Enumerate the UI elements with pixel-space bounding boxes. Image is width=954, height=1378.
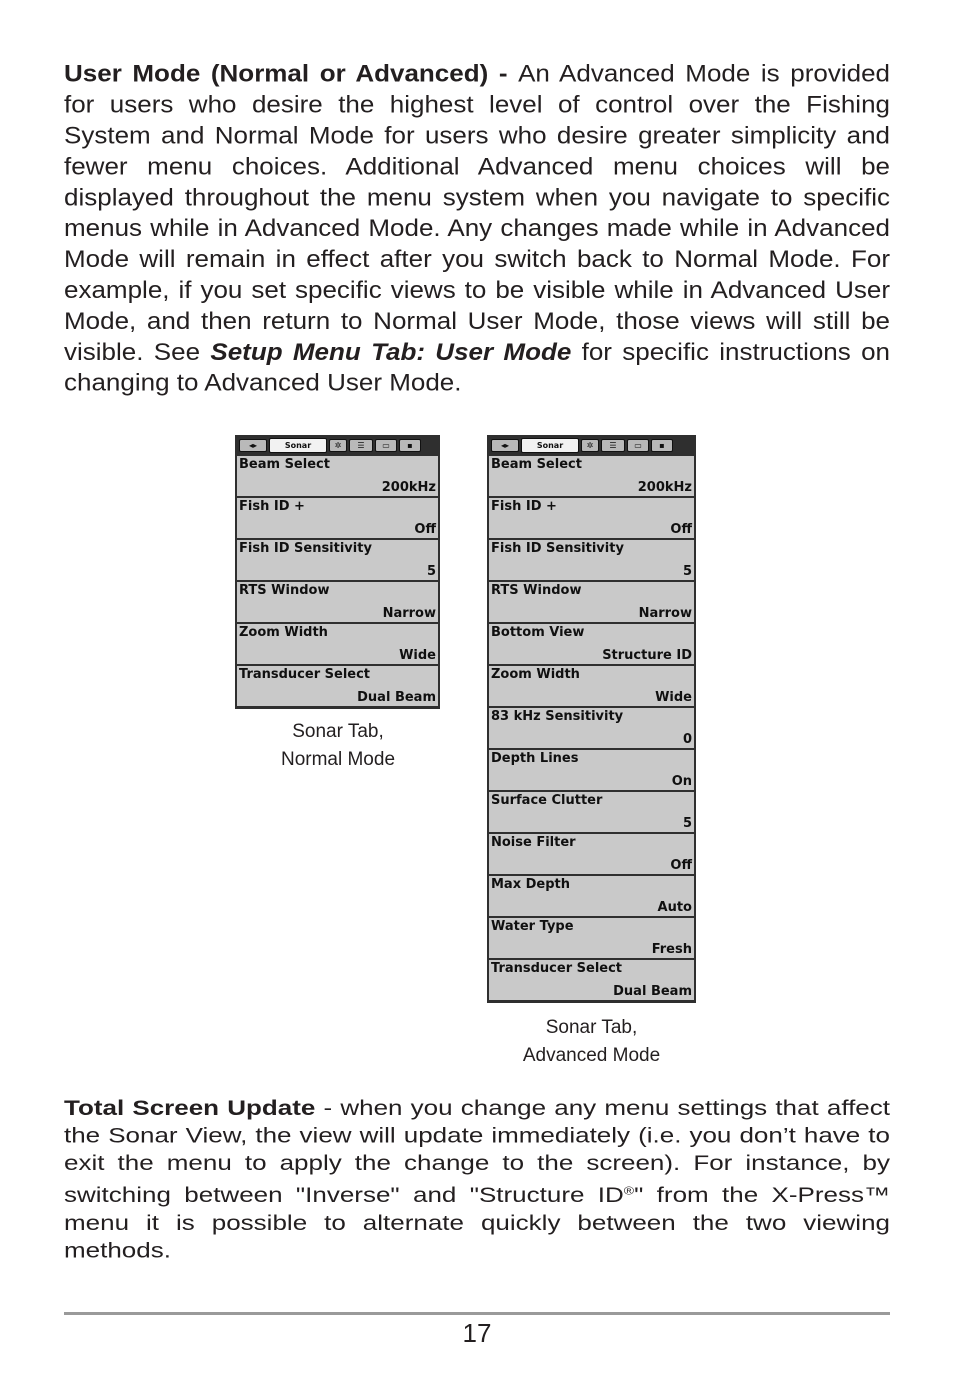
tab-sonar[interactable] [269, 438, 327, 453]
normal-mode-caption [237, 718, 439, 774]
normal-menu-list [237, 454, 438, 706]
registered-mark: ® [623, 1183, 635, 1197]
total-screen-update-heading: Total Screen Update [64, 1095, 316, 1120]
menu-item-label: Bottom View [491, 625, 585, 640]
menu-item-value: Off [670, 858, 692, 873]
normal-caption-line1: Sonar Tab, [292, 721, 384, 742]
menu-item[interactable] [237, 580, 438, 622]
menu-item[interactable] [489, 790, 694, 832]
menu-item[interactable] [489, 580, 694, 622]
xpress-tab-icon[interactable]: ◂▸ [239, 439, 267, 452]
sonar-tab-normal-screen [235, 435, 440, 709]
menu-item-label: Transducer Select [239, 667, 371, 682]
user-mode-paragraph [64, 58, 890, 398]
advanced-menu-list [489, 454, 694, 1000]
user-mode-heading: User Mode (Normal or Advanced) - [64, 59, 519, 88]
menu-item-value: Auto [657, 900, 692, 915]
alarms-tab-icon[interactable]: ☰ [601, 439, 625, 452]
footer-divider [64, 1312, 890, 1315]
menu-item-value: Wide [399, 648, 436, 663]
menu-item[interactable] [237, 496, 438, 538]
setup-tab-icon[interactable]: ✲ [581, 439, 599, 452]
menu-item-value: Off [670, 522, 692, 537]
user-mode-body: An Advanced Mode is provided for users who desire the highest level of control over the Fishing System and Normal Mode for users who desire greater simplicity and fewer menu choices. Additional Advanced menu choices will be displayed throughout the menu system when you navigate to specific menus while in Advanced Mode. Any changes made while in Advanced Mode will remain in effect after you switch back to Normal Mode. For example, if you set specific views to be visible while in Advanced User Mode, and then return to Normal User Mode, those views will still be visible. See [64, 59, 891, 366]
menu-item[interactable] [489, 748, 694, 790]
menu-item-label: Fish ID + [491, 499, 557, 514]
xpress-tab-icon[interactable]: ◂▸ [491, 439, 519, 452]
menu-item[interactable] [489, 538, 694, 580]
menu-item-label: Water Type [491, 919, 574, 934]
total-screen-update-paragraph [64, 1094, 890, 1264]
menu-item-value: On [671, 774, 692, 789]
accessories-tab-icon[interactable]: ▪ [399, 439, 421, 452]
menu-item-label: Transducer Select [491, 961, 623, 976]
menu-item-label: Beam Select [239, 457, 330, 472]
menu-item-label: Surface Clutter [491, 793, 603, 808]
sonar-tab-advanced-screen [487, 435, 696, 1003]
menu-item[interactable] [237, 664, 438, 706]
alarms-tab-icon[interactable]: ☰ [349, 439, 373, 452]
menu-item-value: Narrow [638, 606, 692, 621]
menu-item-label: 83 kHz Sensitivity [491, 709, 624, 724]
advanced-caption-line2: Advanced Mode [522, 1045, 661, 1066]
menu-item-label: Zoom Width [239, 625, 328, 640]
menu-tab-bar [237, 437, 438, 454]
views-tab-icon[interactable]: ▭ [375, 439, 397, 452]
menu-item-label: Depth Lines [491, 751, 579, 766]
user-mode-body-end: for specific instructions on changing to Advanced User Mode. [64, 338, 890, 397]
menu-item[interactable] [489, 958, 694, 1000]
menu-item[interactable] [489, 832, 694, 874]
normal-caption-line2: Normal Mode [280, 749, 396, 770]
menu-item[interactable] [489, 916, 694, 958]
menu-item-label: Fish ID + [239, 499, 305, 514]
menu-item[interactable] [237, 538, 438, 580]
tab-sonar[interactable] [521, 438, 579, 453]
advanced-caption-line1: Sonar Tab, [545, 1017, 638, 1038]
menu-item-label: Beam Select [491, 457, 582, 472]
menu-item-label: Fish ID Sensitivity [491, 541, 624, 556]
menu-item-value: Wide [655, 690, 692, 705]
accessories-tab-icon[interactable]: ▪ [651, 439, 673, 452]
menu-tab-bar [489, 437, 694, 454]
advanced-mode-caption [487, 1014, 696, 1070]
total-screen-update-body: - when you change any menu settings that affect the Sonar View, the view will update immediately (i.e. you don’t have to exit the menu to apply the change to the screen). For instance, by switching between "Inverse" and "Structure ID [64, 1095, 890, 1208]
setup-tab-icon[interactable]: ✲ [329, 439, 347, 452]
menu-item-value: Fresh [651, 942, 692, 957]
menu-item-value: Narrow [382, 606, 436, 621]
menu-item-value: Structure ID [602, 648, 692, 663]
menu-item[interactable] [489, 622, 694, 664]
menu-item[interactable] [489, 874, 694, 916]
menu-item-label: RTS Window [491, 583, 582, 598]
menu-item-value: 0 [682, 732, 692, 747]
menu-item-label: Noise Filter [491, 835, 576, 850]
menu-item-value: Off [414, 522, 436, 537]
menu-item-value: 5 [682, 564, 692, 579]
sonar-tab-label: Sonar [284, 441, 312, 450]
menu-item-label: RTS Window [239, 583, 330, 598]
menu-item[interactable] [489, 664, 694, 706]
menu-item[interactable] [237, 454, 438, 496]
menu-item[interactable] [489, 454, 694, 496]
menu-item[interactable] [237, 622, 438, 664]
total-screen-update-body-end: " from the X-Press™ menu it is possible to alternate quickly between the two viewing methods. [64, 1182, 890, 1263]
menu-item-value: 5 [426, 564, 436, 579]
views-tab-icon[interactable]: ▭ [627, 439, 649, 452]
menu-item-value: 5 [682, 816, 692, 831]
menu-item-label: Max Depth [491, 877, 571, 892]
page-number: 17 [462, 1318, 492, 1348]
menu-item[interactable] [489, 706, 694, 748]
menu-item-label: Fish ID Sensitivity [239, 541, 372, 556]
menu-item[interactable] [489, 496, 694, 538]
menu-item-value: Dual Beam [613, 984, 692, 999]
sonar-tab-label: Sonar [536, 441, 564, 450]
menu-item-value: 200kHz [637, 480, 692, 495]
menu-item-value: Dual Beam [357, 690, 436, 705]
menu-item-label: Zoom Width [491, 667, 580, 682]
setup-menu-reference: Setup Menu Tab: User Mode [210, 338, 572, 366]
menu-item-value: 200kHz [381, 480, 436, 495]
